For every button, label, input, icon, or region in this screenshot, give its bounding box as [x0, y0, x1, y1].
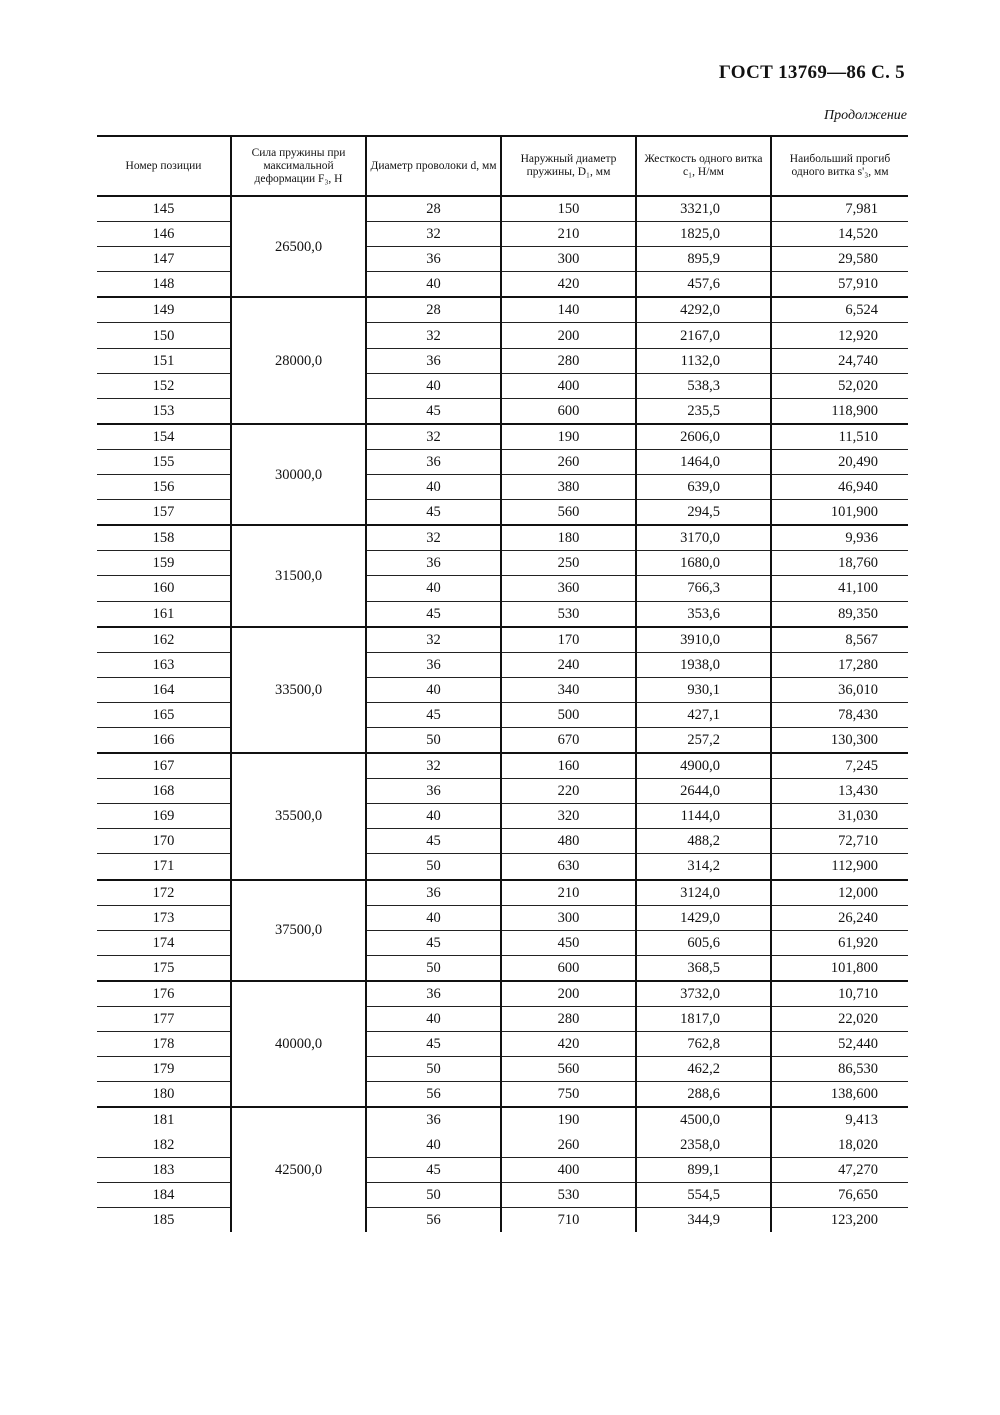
outer-diameter-cell: 530: [501, 1182, 636, 1207]
outer-diameter-cell: 750: [501, 1082, 636, 1108]
wire-diameter-cell: 40: [366, 804, 501, 829]
outer-diameter-cell: 240: [501, 652, 636, 677]
stiffness-cell: 314,2: [636, 854, 771, 880]
stiffness-cell: 288,6: [636, 1082, 771, 1108]
deflection-cell: 29,580: [771, 247, 908, 272]
wire-diameter-cell: 40: [366, 1132, 501, 1157]
stiffness-cell: 457,6: [636, 272, 771, 298]
stiffness-cell: 2606,0: [636, 424, 771, 450]
wire-diameter-cell: 45: [366, 702, 501, 727]
position-number-cell: 165: [97, 702, 231, 727]
position-number-cell: 145: [97, 196, 231, 222]
force-cell: 40000,0: [231, 981, 366, 1107]
stiffness-cell: 639,0: [636, 475, 771, 500]
stiffness-cell: 294,5: [636, 500, 771, 526]
deflection-cell: 89,350: [771, 601, 908, 627]
force-cell: 37500,0: [231, 880, 366, 981]
deflection-cell: 101,900: [771, 500, 908, 526]
wire-diameter-cell: 32: [366, 525, 501, 551]
deflection-cell: 26,240: [771, 905, 908, 930]
col-header-deflection: Наибольший прогиб одного витка s'₃, мм: [771, 136, 908, 196]
deflection-cell: 123,200: [771, 1207, 908, 1232]
stiffness-cell: 3321,0: [636, 196, 771, 222]
table-row: [97, 779, 908, 804]
deflection-cell: 112,900: [771, 854, 908, 880]
deflection-cell: 9,413: [771, 1107, 908, 1132]
page-header: ГОСТ 13769—86 С. 5: [718, 62, 905, 83]
deflection-cell: 46,940: [771, 475, 908, 500]
position-number-cell: 179: [97, 1057, 231, 1082]
wire-diameter-cell: 50: [366, 955, 501, 981]
deflection-cell: 52,020: [771, 373, 908, 398]
deflection-cell: 24,740: [771, 348, 908, 373]
deflection-cell: 76,650: [771, 1182, 908, 1207]
wire-diameter-cell: 36: [366, 880, 501, 906]
table-row: [97, 955, 908, 981]
stiffness-cell: 4900,0: [636, 753, 771, 779]
table-row: [97, 652, 908, 677]
outer-diameter-cell: 200: [501, 981, 636, 1007]
table-row: [97, 1082, 908, 1108]
col-header-stiffness: Жесткость одного витка c₁, Н/мм: [636, 136, 771, 196]
outer-diameter-cell: 280: [501, 348, 636, 373]
position-number-cell: 182: [97, 1132, 231, 1157]
wire-diameter-cell: 40: [366, 1007, 501, 1032]
table-row: [97, 1132, 908, 1157]
position-number-cell: 159: [97, 551, 231, 576]
wire-diameter-cell: 36: [366, 551, 501, 576]
position-number-cell: 184: [97, 1182, 231, 1207]
stiffness-cell: 2167,0: [636, 323, 771, 348]
position-number-cell: 163: [97, 652, 231, 677]
position-number-cell: 169: [97, 804, 231, 829]
stiffness-cell: 235,5: [636, 398, 771, 424]
wire-diameter-cell: 50: [366, 854, 501, 880]
position-number-cell: 149: [97, 297, 231, 323]
stiffness-cell: 427,1: [636, 702, 771, 727]
wire-diameter-cell: 45: [366, 1032, 501, 1057]
force-cell: 42500,0: [231, 1107, 366, 1231]
outer-diameter-cell: 210: [501, 880, 636, 906]
outer-diameter-cell: 560: [501, 1057, 636, 1082]
wire-diameter-cell: 36: [366, 449, 501, 474]
deflection-cell: 138,600: [771, 1082, 908, 1108]
force-cell: 30000,0: [231, 424, 366, 525]
deflection-cell: 52,440: [771, 1032, 908, 1057]
stiffness-cell: 899,1: [636, 1157, 771, 1182]
stiffness-cell: 895,9: [636, 247, 771, 272]
table-row: [97, 880, 908, 906]
wire-diameter-cell: 36: [366, 981, 501, 1007]
table-row: [97, 1107, 908, 1132]
force-cell: 26500,0: [231, 196, 366, 297]
wire-diameter-cell: 40: [366, 272, 501, 298]
deflection-cell: 10,710: [771, 981, 908, 1007]
col-header-position: Номер позиции: [97, 136, 231, 196]
table-row: [97, 297, 908, 323]
stiffness-cell: 2358,0: [636, 1132, 771, 1157]
col-header-outer-diameter: Наружный диаметр пружины, D₁, мм: [501, 136, 636, 196]
wire-diameter-cell: 50: [366, 1182, 501, 1207]
table-row: [97, 727, 908, 753]
position-number-cell: 164: [97, 677, 231, 702]
outer-diameter-cell: 450: [501, 930, 636, 955]
wire-diameter-cell: 36: [366, 1107, 501, 1132]
table-row: [97, 373, 908, 398]
position-number-cell: 175: [97, 955, 231, 981]
wire-diameter-cell: 40: [366, 576, 501, 601]
outer-diameter-cell: 180: [501, 525, 636, 551]
deflection-cell: 118,900: [771, 398, 908, 424]
table-row: [97, 677, 908, 702]
table-row: [97, 627, 908, 653]
outer-diameter-cell: 140: [501, 297, 636, 323]
table-row: [97, 424, 908, 450]
stiffness-cell: 1464,0: [636, 449, 771, 474]
position-number-cell: 156: [97, 475, 231, 500]
wire-diameter-cell: 45: [366, 930, 501, 955]
table-row: [97, 981, 908, 1007]
stiffness-cell: 462,2: [636, 1057, 771, 1082]
outer-diameter-cell: 400: [501, 373, 636, 398]
outer-diameter-cell: 420: [501, 272, 636, 298]
position-number-cell: 146: [97, 222, 231, 247]
stiffness-cell: 766,3: [636, 576, 771, 601]
wire-diameter-cell: 40: [366, 905, 501, 930]
outer-diameter-cell: 670: [501, 727, 636, 753]
wire-diameter-cell: 45: [366, 1157, 501, 1182]
position-number-cell: 152: [97, 373, 231, 398]
stiffness-cell: 3910,0: [636, 627, 771, 653]
deflection-cell: 9,936: [771, 525, 908, 551]
table-row: [97, 1032, 908, 1057]
outer-diameter-cell: 480: [501, 829, 636, 854]
deflection-cell: 18,760: [771, 551, 908, 576]
wire-diameter-cell: 28: [366, 196, 501, 222]
wire-diameter-cell: 50: [366, 727, 501, 753]
outer-diameter-cell: 360: [501, 576, 636, 601]
wire-diameter-cell: 28: [366, 297, 501, 323]
wire-diameter-cell: 45: [366, 601, 501, 627]
position-number-cell: 171: [97, 854, 231, 880]
position-number-cell: 168: [97, 779, 231, 804]
position-number-cell: 176: [97, 981, 231, 1007]
stiffness-cell: 3124,0: [636, 880, 771, 906]
position-number-cell: 177: [97, 1007, 231, 1032]
deflection-cell: 57,910: [771, 272, 908, 298]
outer-diameter-cell: 260: [501, 449, 636, 474]
position-number-cell: 150: [97, 323, 231, 348]
position-number-cell: 154: [97, 424, 231, 450]
position-number-cell: 161: [97, 601, 231, 627]
position-number-cell: 148: [97, 272, 231, 298]
outer-diameter-cell: 400: [501, 1157, 636, 1182]
position-number-cell: 183: [97, 1157, 231, 1182]
outer-diameter-cell: 340: [501, 677, 636, 702]
outer-diameter-cell: 600: [501, 955, 636, 981]
position-number-cell: 181: [97, 1107, 231, 1132]
table-row: [97, 601, 908, 627]
position-number-cell: 173: [97, 905, 231, 930]
outer-diameter-cell: 150: [501, 196, 636, 222]
stiffness-cell: 554,5: [636, 1182, 771, 1207]
position-number-cell: 172: [97, 880, 231, 906]
position-number-cell: 155: [97, 449, 231, 474]
deflection-cell: 78,430: [771, 702, 908, 727]
table-row: [97, 272, 908, 298]
outer-diameter-cell: 500: [501, 702, 636, 727]
position-number-cell: 158: [97, 525, 231, 551]
wire-diameter-cell: 32: [366, 753, 501, 779]
table-row: [97, 348, 908, 373]
outer-diameter-cell: 210: [501, 222, 636, 247]
deflection-cell: 72,710: [771, 829, 908, 854]
wire-diameter-cell: 45: [366, 829, 501, 854]
stiffness-cell: 4500,0: [636, 1107, 771, 1132]
outer-diameter-cell: 190: [501, 424, 636, 450]
wire-diameter-cell: 50: [366, 1057, 501, 1082]
position-number-cell: 178: [97, 1032, 231, 1057]
deflection-cell: 61,920: [771, 930, 908, 955]
wire-diameter-cell: 56: [366, 1207, 501, 1232]
wire-diameter-cell: 40: [366, 475, 501, 500]
table-row: [97, 398, 908, 424]
table-row: [97, 1157, 908, 1182]
stiffness-cell: 2644,0: [636, 779, 771, 804]
wire-diameter-cell: 36: [366, 652, 501, 677]
outer-diameter-cell: 220: [501, 779, 636, 804]
deflection-cell: 101,800: [771, 955, 908, 981]
stiffness-cell: 3732,0: [636, 981, 771, 1007]
table-row: [97, 1182, 908, 1207]
table-row: [97, 702, 908, 727]
position-number-cell: 153: [97, 398, 231, 424]
wire-diameter-cell: 40: [366, 677, 501, 702]
deflection-cell: 86,530: [771, 1057, 908, 1082]
table-row: [97, 222, 908, 247]
outer-diameter-cell: 710: [501, 1207, 636, 1232]
stiffness-cell: 1132,0: [636, 348, 771, 373]
deflection-cell: 7,245: [771, 753, 908, 779]
table-row: [97, 905, 908, 930]
position-number-cell: 180: [97, 1082, 231, 1108]
stiffness-cell: 3170,0: [636, 525, 771, 551]
table-row: [97, 854, 908, 880]
stiffness-cell: 762,8: [636, 1032, 771, 1057]
stiffness-cell: 1817,0: [636, 1007, 771, 1032]
position-number-cell: 162: [97, 627, 231, 653]
spring-parameters-table: [97, 135, 908, 1232]
table-row: [97, 1207, 908, 1232]
table-row: [97, 196, 908, 222]
table-header-row: [97, 136, 908, 196]
force-cell: 28000,0: [231, 297, 366, 423]
table-body: [97, 196, 908, 1232]
deflection-cell: 36,010: [771, 677, 908, 702]
deflection-cell: 11,510: [771, 424, 908, 450]
wire-diameter-cell: 32: [366, 627, 501, 653]
stiffness-cell: 344,9: [636, 1207, 771, 1232]
position-number-cell: 185: [152, 1211, 175, 1228]
wire-diameter-cell: 36: [366, 348, 501, 373]
deflection-cell: 22,020: [771, 1007, 908, 1032]
wire-diameter-cell: 32: [366, 424, 501, 450]
outer-diameter-cell: 250: [501, 551, 636, 576]
stiffness-cell: 368,5: [636, 955, 771, 981]
deflection-cell: 47,270: [771, 1157, 908, 1182]
wire-diameter-cell: 36: [366, 247, 501, 272]
deflection-cell: 20,490: [771, 449, 908, 474]
wire-diameter-cell: 45: [366, 398, 501, 424]
stiffness-cell: 1429,0: [636, 905, 771, 930]
deflection-cell: 17,280: [771, 652, 908, 677]
table-row: [97, 804, 908, 829]
force-cell: 31500,0: [231, 525, 366, 626]
deflection-cell: 13,430: [771, 779, 908, 804]
table-row: [97, 500, 908, 526]
table-row: [97, 525, 908, 551]
position-number-cell: 166: [97, 727, 231, 753]
table-row: [97, 247, 908, 272]
col-header-wire-diameter: Диаметр проволоки d, мм: [366, 136, 501, 196]
wire-diameter-cell: 36: [366, 779, 501, 804]
outer-diameter-cell: 560: [501, 500, 636, 526]
outer-diameter-cell: 530: [501, 601, 636, 627]
outer-diameter-cell: 630: [501, 854, 636, 880]
outer-diameter-cell: 190: [501, 1107, 636, 1132]
force-cell: 35500,0: [231, 753, 366, 879]
force-cell: 33500,0: [231, 627, 366, 753]
deflection-cell: 130,300: [771, 727, 908, 753]
table-row: [97, 576, 908, 601]
position-number-cell: 147: [97, 247, 231, 272]
table-row: [97, 930, 908, 955]
table-row: [97, 1057, 908, 1082]
wire-diameter-cell: 32: [366, 222, 501, 247]
deflection-cell: 12,920: [771, 323, 908, 348]
table-row: [97, 475, 908, 500]
outer-diameter-cell: 300: [501, 247, 636, 272]
position-number-cell: 170: [97, 829, 231, 854]
deflection-cell: 14,520: [771, 222, 908, 247]
outer-diameter-cell: 320: [501, 804, 636, 829]
stiffness-cell: 538,3: [636, 373, 771, 398]
outer-diameter-cell: 380: [501, 475, 636, 500]
continuation-label: Продолжение: [824, 108, 907, 123]
outer-diameter-cell: 600: [501, 398, 636, 424]
stiffness-cell: 1680,0: [636, 551, 771, 576]
position-number-cell: 174: [97, 930, 231, 955]
stiffness-cell: 4292,0: [636, 297, 771, 323]
wire-diameter-cell: 40: [366, 373, 501, 398]
table-row: [97, 323, 908, 348]
position-number-cell: 151: [97, 348, 231, 373]
stiffness-cell: 1825,0: [636, 222, 771, 247]
outer-diameter-cell: 300: [501, 905, 636, 930]
stiffness-cell: 488,2: [636, 829, 771, 854]
table-row: [97, 1007, 908, 1032]
deflection-cell: 41,100: [771, 576, 908, 601]
outer-diameter-cell: 420: [501, 1032, 636, 1057]
outer-diameter-cell: 200: [501, 323, 636, 348]
table-row: [97, 829, 908, 854]
table-row: [97, 449, 908, 474]
position-number-cell: 160: [97, 576, 231, 601]
stiffness-cell: 353,6: [636, 601, 771, 627]
stiffness-cell: 1144,0: [636, 804, 771, 829]
wire-diameter-cell: 45: [366, 500, 501, 526]
stiffness-cell: 930,1: [636, 677, 771, 702]
table-row: [97, 551, 908, 576]
col-header-force: Сила пружины при максимальной деформации F₃, Н: [231, 136, 366, 196]
wire-diameter-cell: 56: [366, 1082, 501, 1108]
position-number-cell: 167: [97, 753, 231, 779]
stiffness-cell: 257,2: [636, 727, 771, 753]
table-row: [97, 753, 908, 779]
deflection-cell: 18,020: [771, 1132, 908, 1157]
stiffness-cell: 605,6: [636, 930, 771, 955]
outer-diameter-cell: 280: [501, 1007, 636, 1032]
outer-diameter-cell: 260: [501, 1132, 636, 1157]
outer-diameter-cell: 170: [501, 627, 636, 653]
outer-diameter-cell: 160: [501, 753, 636, 779]
deflection-cell: 8,567: [771, 627, 908, 653]
stiffness-cell: 1938,0: [636, 652, 771, 677]
deflection-cell: 31,030: [771, 804, 908, 829]
wire-diameter-cell: 32: [366, 323, 501, 348]
deflection-cell: 12,000: [771, 880, 908, 906]
deflection-cell: 6,524: [771, 297, 908, 323]
deflection-cell: 7,981: [771, 196, 908, 222]
position-number-cell: 157: [97, 500, 231, 526]
